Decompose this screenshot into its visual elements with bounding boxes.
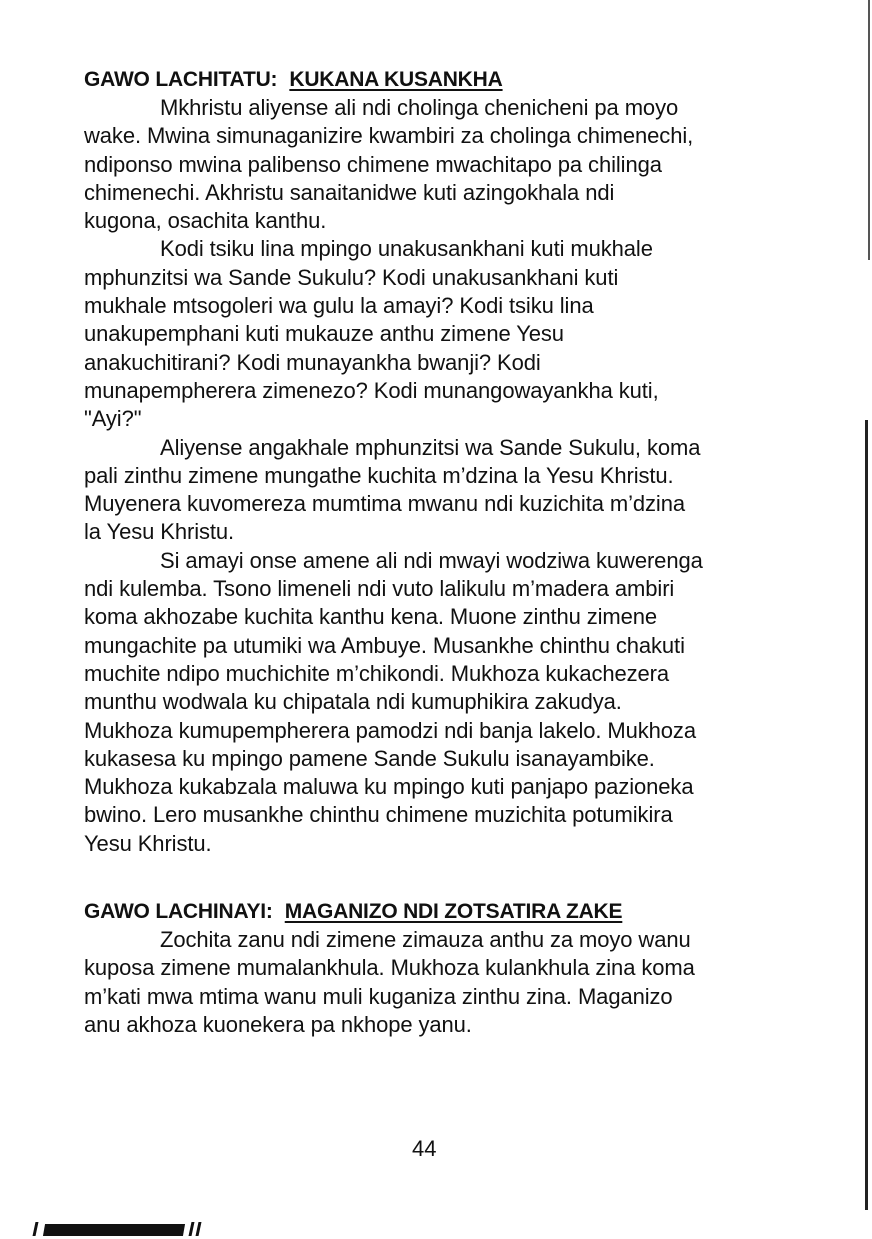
text-line: mphunzitsi wa Sande Sukulu? Kodi unakusankhani kuti [84,264,619,290]
text-line: ndiponso mwina palibenso chimene mwachitapo pa chilinga [84,151,662,177]
text-line: bwino. Lero musankhe chinthu chimene muzichita potumikira [84,802,673,828]
section-four-heading [84,898,804,926]
text-line: Si amayi onse amene ali ndi mwayi wodziwa kuwerenga [160,547,703,573]
text-line: anakuchitirani? Kodi munayankha bwanji? Kodi [84,349,541,375]
section-three-heading [84,66,804,94]
text-line: munthu wodwala ku chipatala ndi kumuphikira zakudya. [84,689,622,715]
text-line: wake. Mwina simunaganizire kwambiri za cholinga chimenechi, [84,123,694,149]
scan-bar [43,1224,185,1236]
text-line: kukasesa ku mpingo pamene Sande Sukulu isanayambike. [84,745,655,771]
text-line: Mukhoza kukabzala maluwa ku mpingo kuti panjapo pazioneka [84,774,694,800]
text-line: koma akhozabe kuchita kanthu kena. Muone zinthu zimene [84,604,658,630]
text-line: Kodi tsiku lina mpingo unakusankhani kuti mukhale [160,236,653,262]
text-line: mukhale mtsogoleri wa gulu la amayi? Kodi tsiku lina [84,293,594,319]
scan-tick [196,1222,202,1236]
section-three-title: KUKANA KUSANKHA [289,68,503,91]
section-four-title: MAGANIZO NDI ZOTSATIRA ZAKE [284,900,623,923]
page-number: 44 [412,1136,437,1161]
text-line: anu akhoza kuonekera pa nkhope yanu. [84,1011,472,1037]
text-line: pali zinthu zimene mungathe kuchita m’dzina la Yesu Khristu. [84,462,674,488]
scan-tick [33,1222,39,1236]
text-line: kugona, osachita kanthu. [84,208,327,234]
section-three [84,66,804,858]
text-line: Yesu Khristu. [84,830,212,856]
text-line: kuposa zimene mumalankhula. Mukhoza kulankhula zina koma [84,955,695,981]
text-line: Mkhristu aliyense ali ndi cholinga chenicheni pa moyo [160,95,679,120]
text-line: Zochita zanu ndi zimene zimauza anthu za moyo wanu [160,927,691,952]
text-line: munapempherera zimenezo? Kodi munangowayankha kuti, [84,377,659,403]
text-line: Muyenera kuvomereza mumtima mwanu ndi kuzichita m’dzina [84,491,685,517]
text-line: mungachite pa utumiki wa Ambuye. Musankhe chinthu chakuti [84,632,685,658]
section-three-body [84,94,804,858]
text-line: chimenechi. Akhristu sanaitanidwe kuti azingokhala ndi [84,179,615,205]
scan-edge-shadow [865,420,868,1210]
section-three-label: GAWO LACHITATU: [84,68,278,91]
text-line: Aliyense angakhale mphunzitsi wa Sande Sukulu, koma [160,434,701,460]
scan-tick [189,1222,195,1236]
section-four-body [84,926,804,1039]
scan-registration-mark [34,1222,200,1236]
text-line: ndi kulemba. Tsono limeneli ndi vuto lalikulu m’madera ambiri [84,576,675,602]
scan-edge-shadow-top [868,0,870,260]
section-four [84,898,804,1039]
text-line: la Yesu Khristu. [84,519,235,545]
text-line: muchite ndipo muchichite m’chikondi. Mukhoza kukachezera [84,660,670,686]
text-line: unakupemphani kuti mukauze anthu zimene Yesu [84,321,564,347]
section-four-label: GAWO LACHINAYI: [84,900,273,923]
text-line: m’kati mwa mtima wanu muli kuganiza zinthu zina. Maganizo [84,983,673,1009]
text-line: "Ayi?" [84,406,142,432]
text-line: Mukhoza kumupempherera pamodzi ndi banja lakelo. Mukhoza [84,717,696,743]
